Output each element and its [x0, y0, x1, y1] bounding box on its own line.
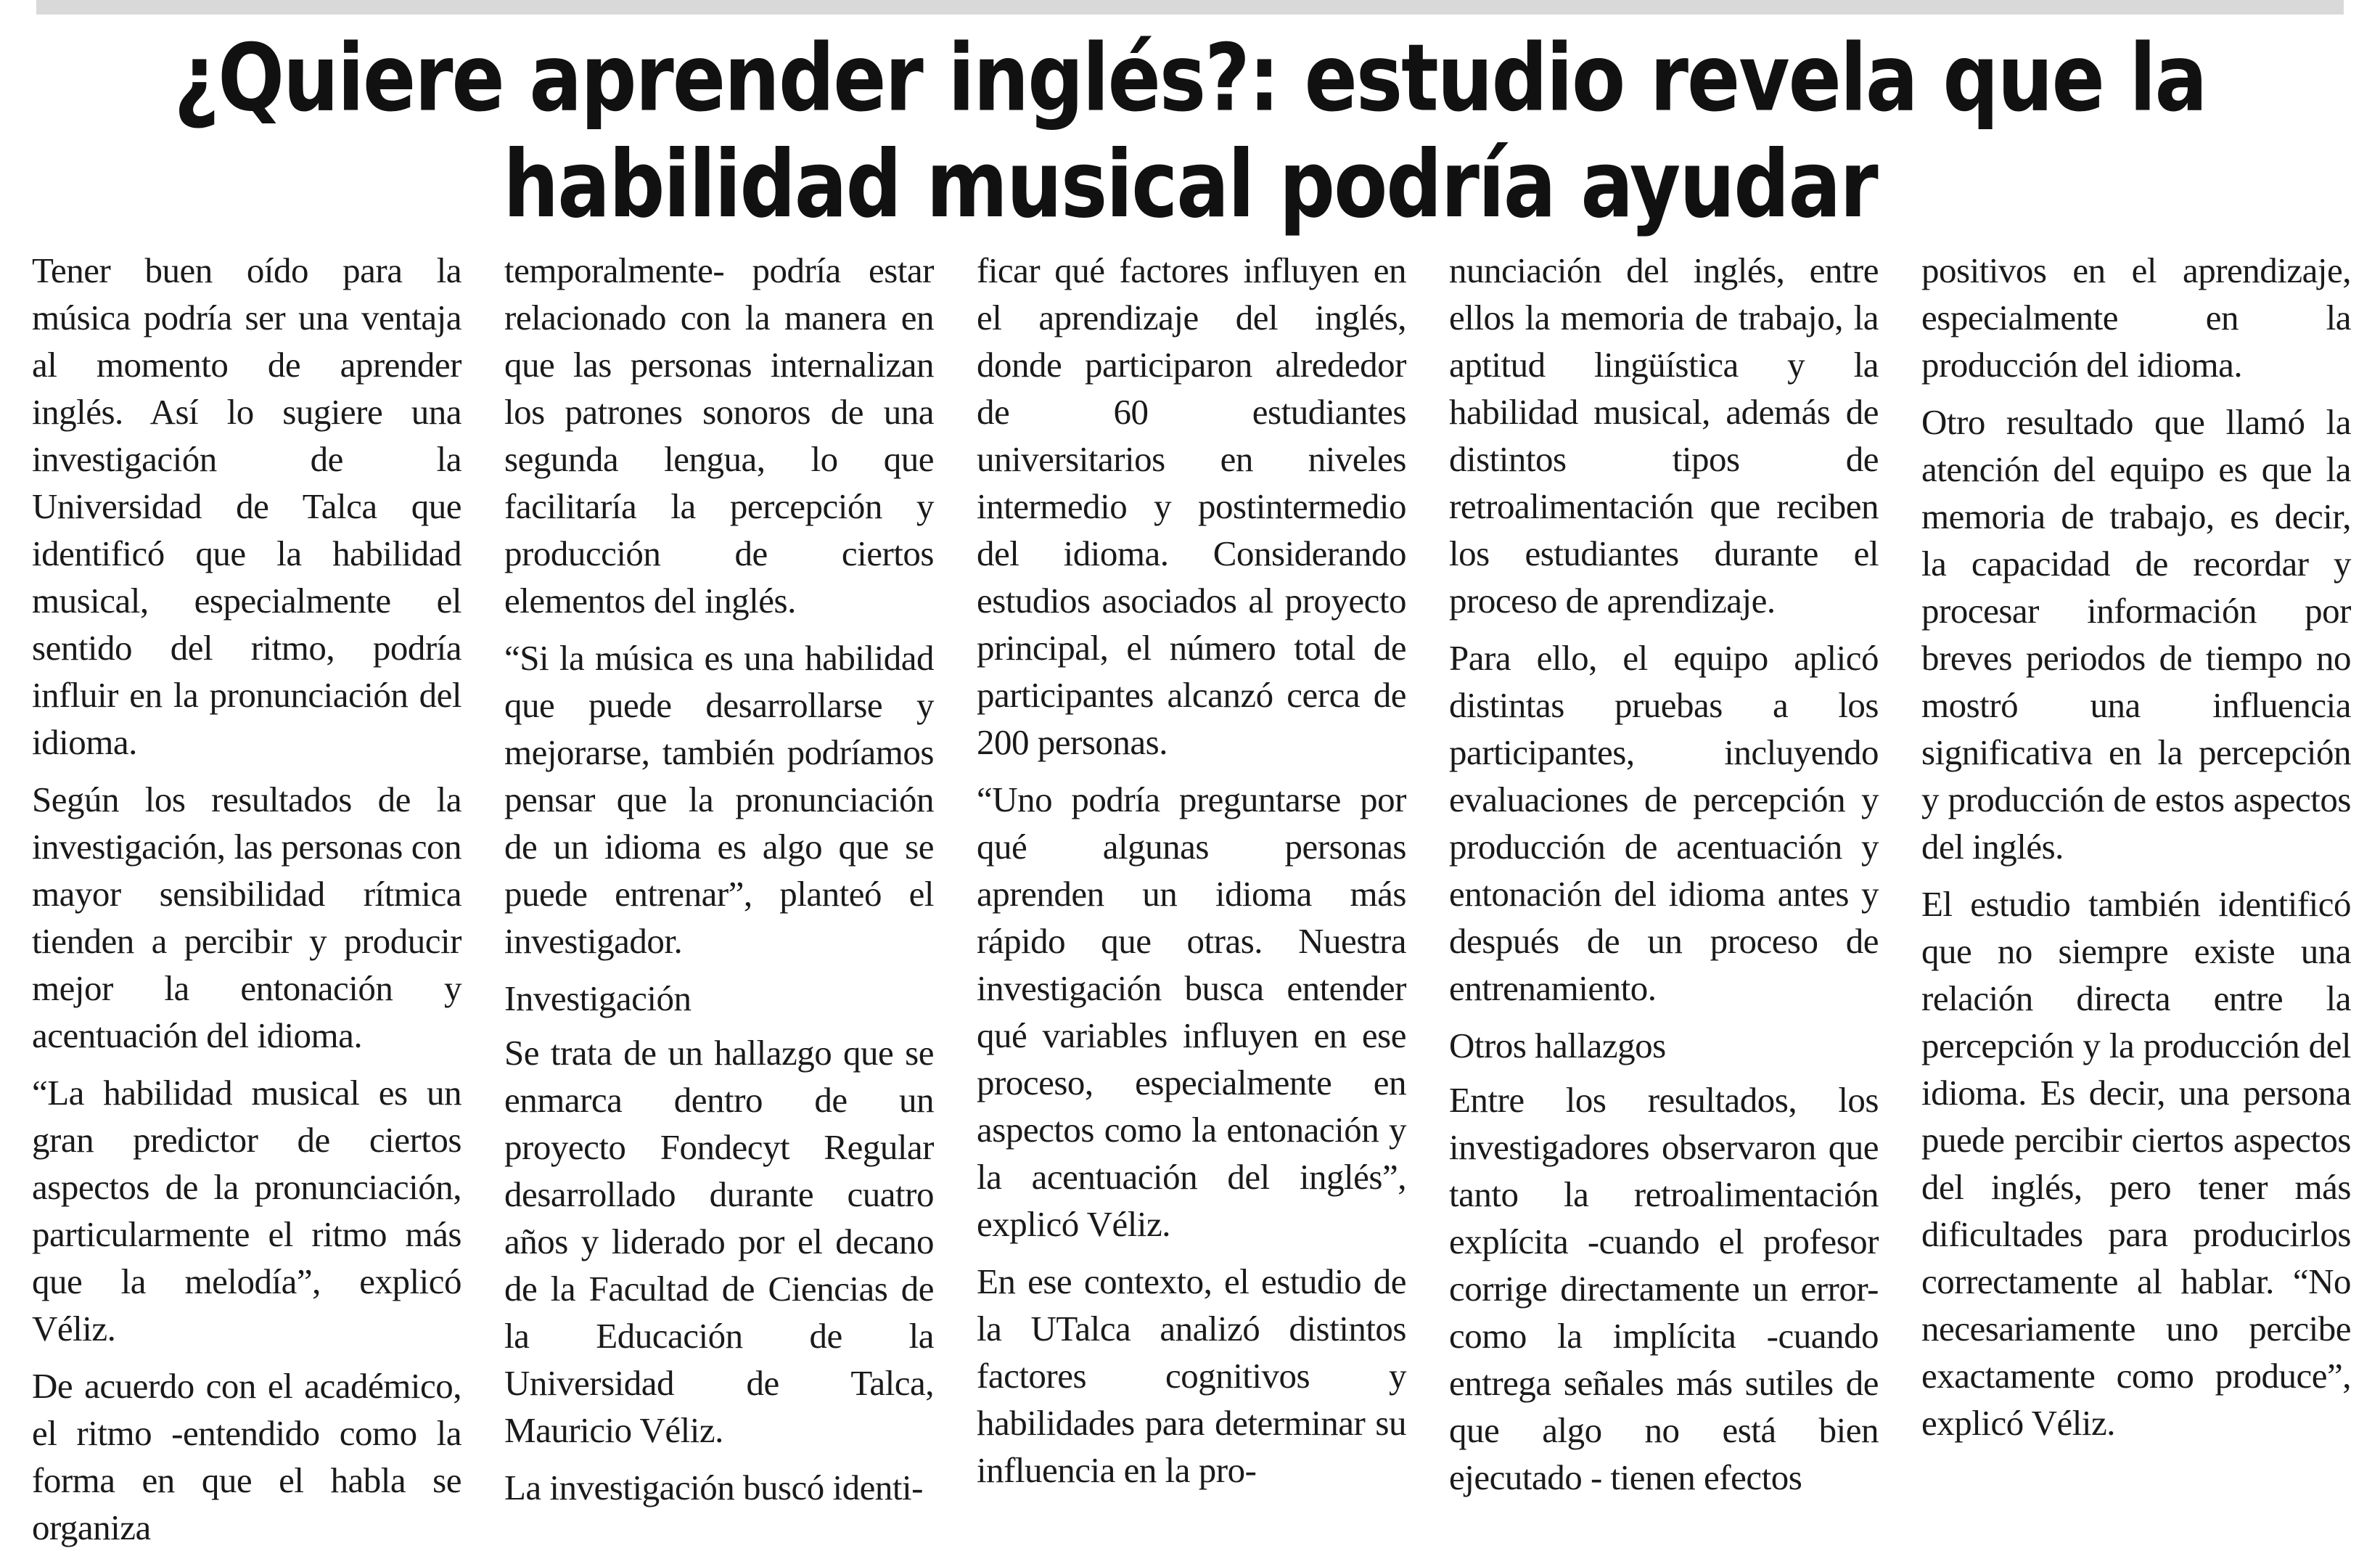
paragraph: Para ello, el equipo aplicó distintas pruebas a los participantes, incluyendo evaluaciones de percepción y producción de acentuación y entonación del idioma antes y después de un proceso de entrenamiento. — [1449, 638, 1879, 1008]
column-4 — [1449, 247, 1879, 1497]
paragraph: Tener buen oído para la música podría ser una ventaja al momento de aprender inglés. Así lo sugiere una investigación de la Universidad de Talca que identificó que la habilidad musical, especialmente el sentido del ritmo, podría influir en la pronunciación del idioma. — [32, 250, 461, 762]
column-5 — [1921, 247, 2351, 1443]
paragraph: Según los resultados de la investigación, las personas con mayor sensibilidad rítmica tienden a percibir y producir mejor la entonación y acentuación del idioma. — [32, 779, 461, 1055]
section-subhead: Investigación — [504, 978, 692, 1018]
paragraph: temporalmente- podría estar relacionado con la manera en que las personas internalizan los patrones sonoros de una segunda lengua, lo que facilitaría la percepción y producción de ciertos elementos del inglés. — [504, 250, 934, 621]
paragraph: nunciación del inglés, entre ellos la memoria de trabajo, la aptitud lingüística y la habilidad musical, además de distintos tipos de retroalimentación que reciben los estudiantes durante el proceso de aprendizaje. — [1449, 250, 1879, 621]
paragraph: De acuerdo con el académico, el ritmo -entendido como la forma en que el habla se organiza — [32, 1366, 461, 1547]
article-body — [32, 247, 2351, 1547]
paragraph: En ese contexto, el estudio de la UTalca analizó distintos factores cognitivos y habilidades para determinar su influencia en la pro- — [977, 1261, 1406, 1490]
headline: ¿Quiere aprender inglés?: estudio revela que la habilidad musical podría ayudar — [173, 25, 2207, 239]
section-subhead: Otros hallazgos — [1449, 1026, 1666, 1065]
top-rule — [36, 0, 2344, 15]
paragraph: El estudio también identificó que no siempre existe una relación directa entre la percepción y la producción del idioma. Es decir, una persona puede percibir ciertos aspectos del inglés, pero tener más dificultades para producirlos correctamente al hablar. “No necesariamente uno percibe exactamente como produce”, explicó Véliz. — [1921, 884, 2351, 1443]
paragraph: Entre los resultados, los investigadores observaron que tanto la retroalimentación explícita -cuando el profesor corrige directamente un error- como la implícita -cuando entrega señales más sutiles de que algo no está bien ejecutado - tienen efectos — [1449, 1080, 1879, 1497]
column-2 — [504, 247, 934, 1507]
paragraph: “La habilidad musical es un gran predictor de ciertos aspectos de la pronunciación, particularmente el ritmo más que la melodía”, explicó Véliz. — [32, 1073, 461, 1349]
paragraph: Otro resultado que llamó la atención del equipo es que la memoria de trabajo, es decir, la capacidad de recordar y procesar información por breves periodos de tiempo no mostró una influencia significativa en la percepción y producción de estos aspectos del inglés. — [1921, 402, 2351, 867]
paragraph: La investigación buscó identi- — [504, 1468, 923, 1507]
paragraph: “Si la música es una habilidad que puede desarrollarse y mejorarse, también podríamos pensar que la pronunciación de un idioma es algo que se puede entrenar”, planteó el investigador. — [504, 638, 934, 961]
paragraph: ficar qué factores influyen en el aprendizaje del inglés, donde participaron alrededor de 60 estudiantes universitarios en niveles intermedio y postintermedio del idioma. Considerando estudios asociados al proyecto principal, el número total de participantes alcanzó cerca de 200 personas. — [977, 250, 1406, 762]
column-3 — [977, 247, 1406, 1490]
paragraph: Se trata de un hallazgo que se enmarca dentro de un proyecto Fondecyt Regular desarrollado durante cuatro años y liderado por el decano de la Facultad de Ciencias de la Educación de la Universidad de Talca, Mauricio Véliz. — [504, 1033, 934, 1450]
paragraph: positivos en el aprendizaje, especialmente en la producción del idioma. — [1921, 250, 2351, 385]
column-1 — [32, 247, 461, 1547]
paragraph: “Uno podría preguntarse por qué algunas personas aprenden un idioma más rápido que otras. Nuestra investigación busca entender qué variables influyen en ese proceso, especialmente en aspectos como la entonación y la acentuación del inglés”, explicó Véliz. — [977, 779, 1406, 1244]
